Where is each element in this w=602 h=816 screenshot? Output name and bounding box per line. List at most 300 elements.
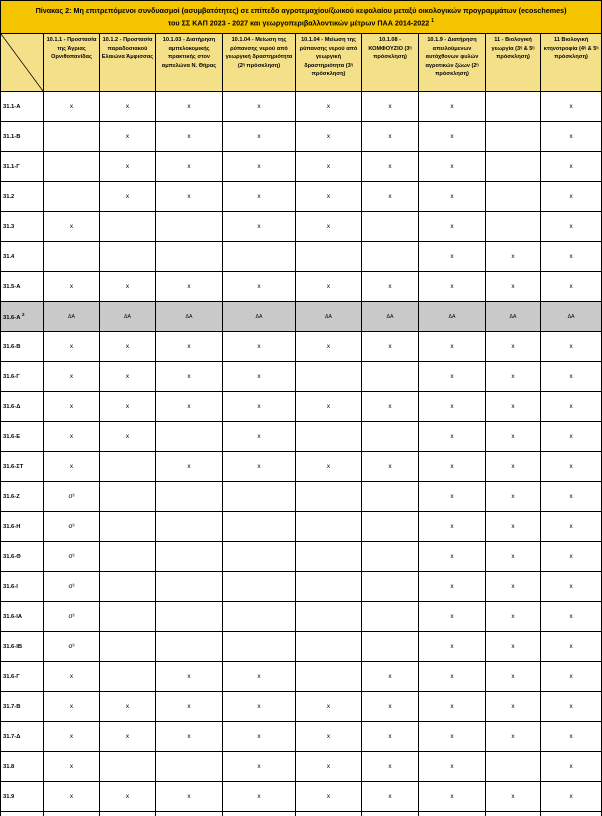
row-label xyxy=(1,512,44,542)
row-label-text: 31.6-Ι xyxy=(3,583,18,590)
table-row xyxy=(1,332,602,362)
row-label-footnote: 2 xyxy=(22,312,25,318)
table-cell: x xyxy=(223,272,296,302)
table-cell: x xyxy=(44,692,100,722)
table-cell: x xyxy=(362,452,419,482)
table-cell: x xyxy=(223,362,296,392)
table-cell: ΔΑ xyxy=(362,302,419,332)
table-cell: x xyxy=(486,662,541,692)
table-cell: x xyxy=(541,212,602,242)
table-cell: x xyxy=(419,392,486,422)
table-cell xyxy=(223,812,296,816)
row-label-text: 31.4 xyxy=(3,253,15,260)
table-cell: x xyxy=(486,422,541,452)
column-header: 11 Βιολογική κτηνοτροφία (4ᵑ & 5ᵑ πρόσκληση) xyxy=(541,34,602,92)
table-cell: σ³ xyxy=(44,542,100,572)
table-cell: x xyxy=(541,632,602,662)
table-cell: x xyxy=(156,452,223,482)
table-row xyxy=(1,422,602,452)
table-cell: x xyxy=(362,182,419,212)
row-label xyxy=(1,122,44,152)
table-cell xyxy=(100,812,156,816)
table-cell xyxy=(486,182,541,212)
table-cell: ΔΑ xyxy=(296,302,362,332)
column-header: 10.1.1 - Προστασία της Άγριας Ορνιθοπανίδας xyxy=(44,34,100,92)
table-cell: x xyxy=(419,152,486,182)
table-row xyxy=(1,212,602,242)
row-label xyxy=(1,152,44,182)
table-cell: x xyxy=(541,482,602,512)
table-row xyxy=(1,662,602,692)
table-cell xyxy=(223,512,296,542)
table-title xyxy=(1,1,602,34)
table-cell xyxy=(362,212,419,242)
row-label xyxy=(1,392,44,422)
table-cell xyxy=(362,512,419,542)
table-row xyxy=(1,92,602,122)
table-cell xyxy=(44,242,100,272)
table-cell: x xyxy=(419,122,486,152)
table-cell xyxy=(362,482,419,512)
table-cell: x xyxy=(486,362,541,392)
corner-cell xyxy=(1,34,44,92)
table-cell xyxy=(100,482,156,512)
table-cell xyxy=(223,482,296,512)
table-cell xyxy=(296,572,362,602)
row-label xyxy=(1,482,44,512)
table-cell: x xyxy=(486,572,541,602)
table-cell xyxy=(296,242,362,272)
table-cell xyxy=(362,632,419,662)
table-cell: x xyxy=(44,392,100,422)
table-body xyxy=(1,92,602,816)
table-cell xyxy=(156,602,223,632)
table-row xyxy=(1,632,602,662)
table-cell xyxy=(100,752,156,782)
table-cell xyxy=(296,362,362,392)
table-cell: x xyxy=(541,452,602,482)
table-cell xyxy=(362,572,419,602)
table-cell: x xyxy=(44,332,100,362)
row-label-text: 31.2 xyxy=(3,193,15,200)
table-cell: x xyxy=(44,752,100,782)
table-cell: x xyxy=(419,632,486,662)
table-cell xyxy=(100,602,156,632)
table-cell: x xyxy=(419,512,486,542)
table-cell xyxy=(44,152,100,182)
table-cell: x xyxy=(156,182,223,212)
table-cell: σ³ xyxy=(44,512,100,542)
table-cell xyxy=(156,482,223,512)
table-cell: x xyxy=(100,182,156,212)
row-label xyxy=(1,422,44,452)
table-row xyxy=(1,722,602,752)
table-cell: x xyxy=(100,362,156,392)
table-cell: x xyxy=(419,542,486,572)
column-header: 10.1.04 - Μείωση της ρύπανσης νερού από γεωργική δραστηριότητα (3ᵑ πρόσκληση) xyxy=(296,34,362,92)
table-cell: ΔΑ xyxy=(156,302,223,332)
table-cell: x xyxy=(362,272,419,302)
row-label-text: 31.6-Η xyxy=(3,523,21,530)
table-cell xyxy=(486,812,541,816)
table-cell: x xyxy=(362,332,419,362)
table-cell: x xyxy=(541,782,602,812)
row-label-text: 31.6-Α xyxy=(3,314,21,321)
row-label xyxy=(1,752,44,782)
table-cell: x xyxy=(486,452,541,482)
table-row xyxy=(1,452,602,482)
table-cell: x xyxy=(223,182,296,212)
table-cell: x xyxy=(362,722,419,752)
table-cell xyxy=(223,632,296,662)
table-cell: x xyxy=(296,272,362,302)
column-header-row xyxy=(1,34,602,92)
table-cell: x xyxy=(419,482,486,512)
row-label-text: 31.5-Α xyxy=(3,283,21,290)
table-cell: x xyxy=(362,692,419,722)
table-cell: x xyxy=(44,782,100,812)
table-cell: x xyxy=(296,722,362,752)
table-cell: x xyxy=(223,692,296,722)
table-cell xyxy=(362,542,419,572)
row-label xyxy=(1,542,44,572)
row-label xyxy=(1,782,44,812)
table-cell xyxy=(100,662,156,692)
table-cell: x xyxy=(296,212,362,242)
table-cell xyxy=(223,242,296,272)
table-cell: x xyxy=(419,452,486,482)
row-label-text: 31.6-ΙΒ xyxy=(3,643,23,650)
table-cell: σ³ xyxy=(44,482,100,512)
table-row xyxy=(1,692,602,722)
table-cell xyxy=(296,482,362,512)
table-cell: x xyxy=(419,212,486,242)
title-footnote: 1 xyxy=(431,18,435,25)
table-cell: x xyxy=(541,122,602,152)
row-label-text: 31.6-Δ xyxy=(3,403,21,410)
table-cell xyxy=(156,422,223,452)
table-cell xyxy=(223,572,296,602)
table-cell xyxy=(296,632,362,662)
table-cell: x xyxy=(44,422,100,452)
table-cell: x xyxy=(223,782,296,812)
table-cell: x xyxy=(296,152,362,182)
table-cell: x xyxy=(541,272,602,302)
table-cell: x xyxy=(362,152,419,182)
table-cell: x xyxy=(541,752,602,782)
table-row xyxy=(1,602,602,632)
table-cell: x xyxy=(296,452,362,482)
table-cell: x xyxy=(44,362,100,392)
table-row xyxy=(1,272,602,302)
table-cell xyxy=(156,812,223,816)
table-cell: x xyxy=(44,212,100,242)
table-title-line1: Πίνακας 2: Μη επιτρεπόμενοι συνδυασμοί (ασυμβατότητες) σε επίπεδο αγροτεμαχίου/ζωικού κεφαλαίου μεταξύ οικολογικών προγραμμάτων (ecoschemes) xyxy=(35,6,567,16)
table-cell: x xyxy=(419,692,486,722)
table-cell xyxy=(419,812,486,816)
table-cell xyxy=(296,422,362,452)
table-cell: x xyxy=(296,332,362,362)
table-cell: x xyxy=(486,332,541,362)
table-cell: x xyxy=(223,92,296,122)
table-cell: x xyxy=(419,422,486,452)
column-header: 10.1.04 - Μείωση της ρύπανσης νερού από γεωργική δραστηριότητα (2ᵑ πρόσκληση) xyxy=(223,34,296,92)
table-cell: x xyxy=(419,272,486,302)
column-header: 10.1.2 - Προστασία παραδοσιακού Ελαιώνα Άμφισσας xyxy=(100,34,156,92)
table-cell: x xyxy=(541,692,602,722)
table-cell: σ³ xyxy=(44,572,100,602)
table-cell: σ³ xyxy=(44,632,100,662)
table-cell: x xyxy=(44,452,100,482)
table-cell: x xyxy=(486,242,541,272)
table-cell xyxy=(100,542,156,572)
table-cell: x xyxy=(156,692,223,722)
table-cell: x xyxy=(486,392,541,422)
table-cell: x xyxy=(541,182,602,212)
table-cell: x xyxy=(44,272,100,302)
table-row xyxy=(1,782,602,812)
table-title-line2: του ΣΣ ΚΑΠ 2023 - 2027 και γεωργοπεριβαλλοντικών μέτρων ΠΑΑ 2014-2022 xyxy=(168,18,430,28)
table-cell: x xyxy=(100,782,156,812)
row-label xyxy=(1,662,44,692)
table-cell: ΔΑ xyxy=(419,302,486,332)
table-cell: x xyxy=(419,182,486,212)
table-cell xyxy=(100,512,156,542)
table-cell: x xyxy=(541,242,602,272)
table-row xyxy=(1,242,602,272)
table-cell: x xyxy=(44,92,100,122)
table-cell xyxy=(100,572,156,602)
table-cell: x xyxy=(541,152,602,182)
table-cell: x xyxy=(419,92,486,122)
table-cell: x xyxy=(419,662,486,692)
table-cell: ΔΑ xyxy=(223,302,296,332)
row-label xyxy=(1,272,44,302)
row-label xyxy=(1,242,44,272)
table-cell: x xyxy=(223,752,296,782)
table-row xyxy=(1,152,602,182)
table-cell: x xyxy=(223,212,296,242)
table-cell: x xyxy=(100,332,156,362)
table-cell: x xyxy=(541,392,602,422)
row-label xyxy=(1,332,44,362)
row-label-text: 31.1-Α xyxy=(3,103,21,110)
row-label-text: 31.6-Γ xyxy=(3,673,20,680)
table-cell xyxy=(486,212,541,242)
table-cell xyxy=(296,662,362,692)
table-cell: x xyxy=(541,92,602,122)
table-cell: x xyxy=(486,782,541,812)
table-cell: x xyxy=(156,722,223,752)
table-cell xyxy=(100,632,156,662)
table-cell: x xyxy=(419,332,486,362)
table-cell: x xyxy=(156,662,223,692)
table-cell: x xyxy=(156,782,223,812)
table-cell: x xyxy=(486,692,541,722)
table-cell xyxy=(362,602,419,632)
table-cell: x xyxy=(541,512,602,542)
table-cell: x xyxy=(296,182,362,212)
table-cell: x xyxy=(296,752,362,782)
table-cell: x xyxy=(156,332,223,362)
table-cell xyxy=(100,242,156,272)
table-cell: x xyxy=(100,272,156,302)
table-cell: x xyxy=(100,722,156,752)
row-label-text: 31.1-Β xyxy=(3,133,21,140)
table-cell xyxy=(541,812,602,816)
row-label xyxy=(1,452,44,482)
row-label-text: 31.6-Β xyxy=(3,343,21,350)
column-header: 11 - Βιολογική γεωργία (3ᵑ & 5ᵑ πρόσκληση) xyxy=(486,34,541,92)
row-label xyxy=(1,572,44,602)
row-label xyxy=(1,692,44,722)
table-cell xyxy=(156,632,223,662)
table-cell: x xyxy=(486,602,541,632)
table-row xyxy=(1,182,602,212)
table-cell: x xyxy=(419,722,486,752)
table-cell: x xyxy=(541,422,602,452)
table-cell: x xyxy=(100,392,156,422)
row-label xyxy=(1,212,44,242)
row-label-text: 31.7-Δ xyxy=(3,733,21,740)
table-cell: x xyxy=(486,542,541,572)
table-cell: x xyxy=(362,752,419,782)
table-cell: x xyxy=(296,392,362,422)
table-cell: x xyxy=(419,752,486,782)
table-cell: x xyxy=(223,722,296,752)
table-cell: x xyxy=(362,392,419,422)
table-cell xyxy=(296,542,362,572)
table-cell: x xyxy=(223,452,296,482)
table-cell: ΔΑ xyxy=(100,302,156,332)
table-cell: x xyxy=(541,722,602,752)
table-cell: x xyxy=(362,122,419,152)
table-cell: x xyxy=(541,602,602,632)
table-cell xyxy=(44,122,100,152)
table-cell xyxy=(156,212,223,242)
row-label xyxy=(1,182,44,212)
table-cell xyxy=(486,122,541,152)
row-label xyxy=(1,602,44,632)
table-cell: x xyxy=(223,662,296,692)
table-cell: ΔΑ xyxy=(541,302,602,332)
table-cell xyxy=(100,212,156,242)
table-cell: x xyxy=(44,662,100,692)
table-row xyxy=(1,752,602,782)
table-cell xyxy=(486,152,541,182)
column-header: 10.1.9 - Διατήρηση απειλούμενων αυτόχθονων φυλών αγροτικών ζώων (2ᵑ πρόσκληση) xyxy=(419,34,486,92)
row-label xyxy=(1,362,44,392)
table-cell: x xyxy=(541,572,602,602)
table-cell: x xyxy=(223,392,296,422)
column-header: 10.1.03 - Διατήρηση αμπελοκομικής πρακτικής στον αμπελώνα Ν. Θήρας xyxy=(156,34,223,92)
table-cell: σ³ xyxy=(44,602,100,632)
table-cell: x xyxy=(156,362,223,392)
table-cell: x xyxy=(156,152,223,182)
table-cell: x xyxy=(486,632,541,662)
row-label xyxy=(1,632,44,662)
table-cell xyxy=(486,752,541,782)
table-cell xyxy=(44,182,100,212)
row-label-text: 31.1-Γ xyxy=(3,163,20,170)
table-row xyxy=(1,512,602,542)
table-cell xyxy=(296,812,362,816)
table-cell xyxy=(156,572,223,602)
table-cell: x xyxy=(100,422,156,452)
row-label-text: 31.6-Γ xyxy=(3,373,20,380)
table-row xyxy=(1,572,602,602)
table-cell: x xyxy=(100,152,156,182)
table-cell xyxy=(486,92,541,122)
table-cell xyxy=(296,602,362,632)
table-cell xyxy=(362,812,419,816)
table-cell: x xyxy=(223,332,296,362)
table-row xyxy=(1,812,602,816)
table-cell xyxy=(362,242,419,272)
table-cell xyxy=(223,602,296,632)
table-cell: x xyxy=(419,602,486,632)
table-cell xyxy=(362,362,419,392)
table-cell xyxy=(156,542,223,572)
table-cell: x xyxy=(223,122,296,152)
table-cell xyxy=(296,512,362,542)
table-row xyxy=(1,482,602,512)
table-cell: x xyxy=(296,782,362,812)
table-cell: x xyxy=(296,92,362,122)
table-cell: x xyxy=(156,272,223,302)
table-cell: x xyxy=(296,692,362,722)
table-cell xyxy=(156,512,223,542)
table-row xyxy=(1,362,602,392)
table-cell: x xyxy=(419,242,486,272)
table-cell: x xyxy=(223,152,296,182)
row-label-text: 31.6-Θ xyxy=(3,553,21,560)
row-label xyxy=(1,302,44,332)
row-label-text: 31.9 xyxy=(3,793,15,800)
table-cell: x xyxy=(541,662,602,692)
diagonal-divider xyxy=(1,34,43,91)
table-cell: x xyxy=(100,92,156,122)
table-cell: ΔΑ xyxy=(44,302,100,332)
table-cell xyxy=(156,752,223,782)
table-cell: x xyxy=(156,92,223,122)
table-cell: x xyxy=(419,572,486,602)
table-cell: x xyxy=(223,422,296,452)
table-cell: x xyxy=(486,272,541,302)
table-cell xyxy=(223,542,296,572)
table-cell: x xyxy=(486,722,541,752)
table-cell xyxy=(44,812,100,816)
table-cell: x xyxy=(362,662,419,692)
table-cell: x xyxy=(541,332,602,362)
row-label-text: 31.6-ΣΤ xyxy=(3,463,24,470)
table-cell: x xyxy=(486,512,541,542)
table-cell: x xyxy=(100,122,156,152)
table-cell: x xyxy=(486,482,541,512)
row-label-text: 31.7-Β xyxy=(3,703,21,710)
table-cell: x xyxy=(419,782,486,812)
table-row xyxy=(1,122,602,152)
table-cell: ΔΑ xyxy=(486,302,541,332)
row-label-text: 31.3 xyxy=(3,223,15,230)
table-cell: x xyxy=(296,122,362,152)
table-row xyxy=(1,302,602,332)
table-cell: x xyxy=(541,542,602,572)
table-cell: x xyxy=(419,362,486,392)
table-row xyxy=(1,392,602,422)
table-cell: x xyxy=(156,392,223,422)
table-cell xyxy=(100,452,156,482)
